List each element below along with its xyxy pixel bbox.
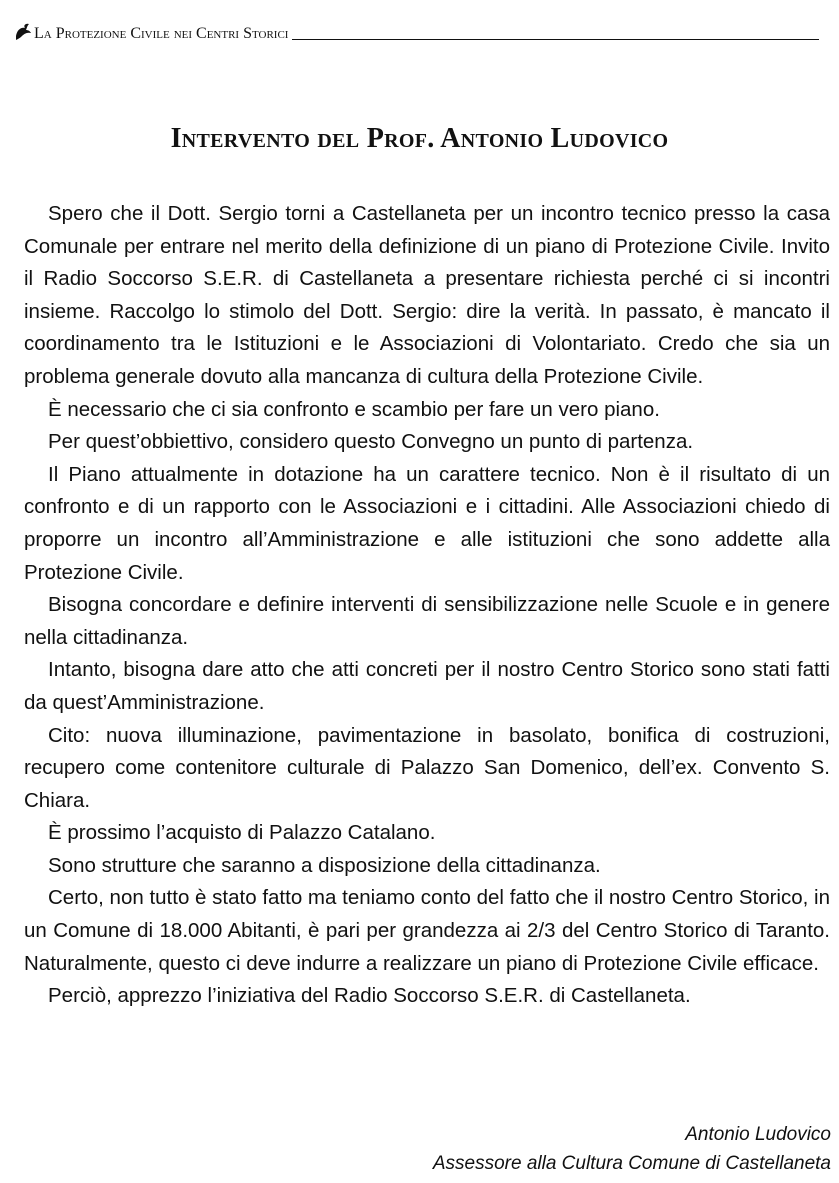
paragraph: Sono strutture che saranno a disposizione della cittadinanza. — [48, 853, 601, 877]
article-body — [24, 198, 830, 1013]
signature-role: Assessore alla Cultura Comune di Castellaneta — [432, 1153, 831, 1174]
paragraph: Il Piano attualmente in dotazione ha un carattere tecnico. Non è il risultato di un confronto e di un rapporto con le Associazioni e i cittadini. Alle Associazioni chiedo di proporre un incontro all’Amministrazione e alle istituzioni che sono addette alla Protezione Civile. — [24, 462, 830, 584]
paragraph: Intanto, bisogna dare atto che atti concreti per il nostro Centro Storico sono stati fatti da quest’Amministrazione. — [24, 658, 830, 714]
paragraph: Certo, non tutto è stato fatto ma teniamo conto del fatto che il nostro Centro Storico, in un Comune di 18.000 Abitanti, è pari per grandezza ai 2/3 del Centro Storico di Taranto. Naturalmente, questo ci deve indurre a realizzare un piano di Protezione Civile efficace. — [24, 886, 830, 975]
paragraph: Spero che il Dott. Sergio torni a Castellaneta per un incontro tecnico presso la casa Comunale per entrare nel merito della definizione di un piano di Protezione Civile. Invito il Radio Soccorso S.E.R. di Castellaneta a presentare richiesta perché ci si incontri insieme. Raccolgo lo stimolo del Dott. Sergio: dire la verità. In passato, è mancato il coordinamento tra le Istituzioni e le Associazioni di Volontariato. Credo che sia un problema generale dovuto alla mancanza di cultura della Protezione Civile. — [24, 202, 830, 388]
paragraph: Per quest’obbiettivo, considero questo Convegno un punto di partenza. — [48, 430, 694, 454]
paragraph: Cito: nuova illuminazione, pavimentazione in basolato, bonifica di costruzioni, recupero come contenitore culturale di Palazzo San Domenico, dell’ex. Convento S. Chiara. — [24, 723, 830, 812]
dove-logo-icon — [14, 22, 32, 42]
header-rule — [292, 39, 819, 40]
paragraph: È prossimo l’acquisto di Palazzo Catalano. — [48, 821, 436, 845]
signature-name: Antonio Ludovico — [685, 1124, 831, 1145]
running-title: La Protezione Civile nei Centri Storici — [34, 25, 289, 42]
paragraph: Bisogna concordare e definire interventi di sensibilizzazione nelle Scuole e in genere nella cittadinanza. — [24, 593, 830, 649]
signature-block — [433, 1120, 831, 1178]
article-title: Intervento del Prof. Antonio Ludovico — [170, 122, 669, 154]
running-header — [14, 16, 819, 42]
paragraph: È necessario che ci sia confronto e scambio per fare un vero piano. — [48, 397, 660, 421]
paragraph: Perciò, apprezzo l’iniziativa del Radio Soccorso S.E.R. di Castellaneta. — [48, 984, 691, 1008]
